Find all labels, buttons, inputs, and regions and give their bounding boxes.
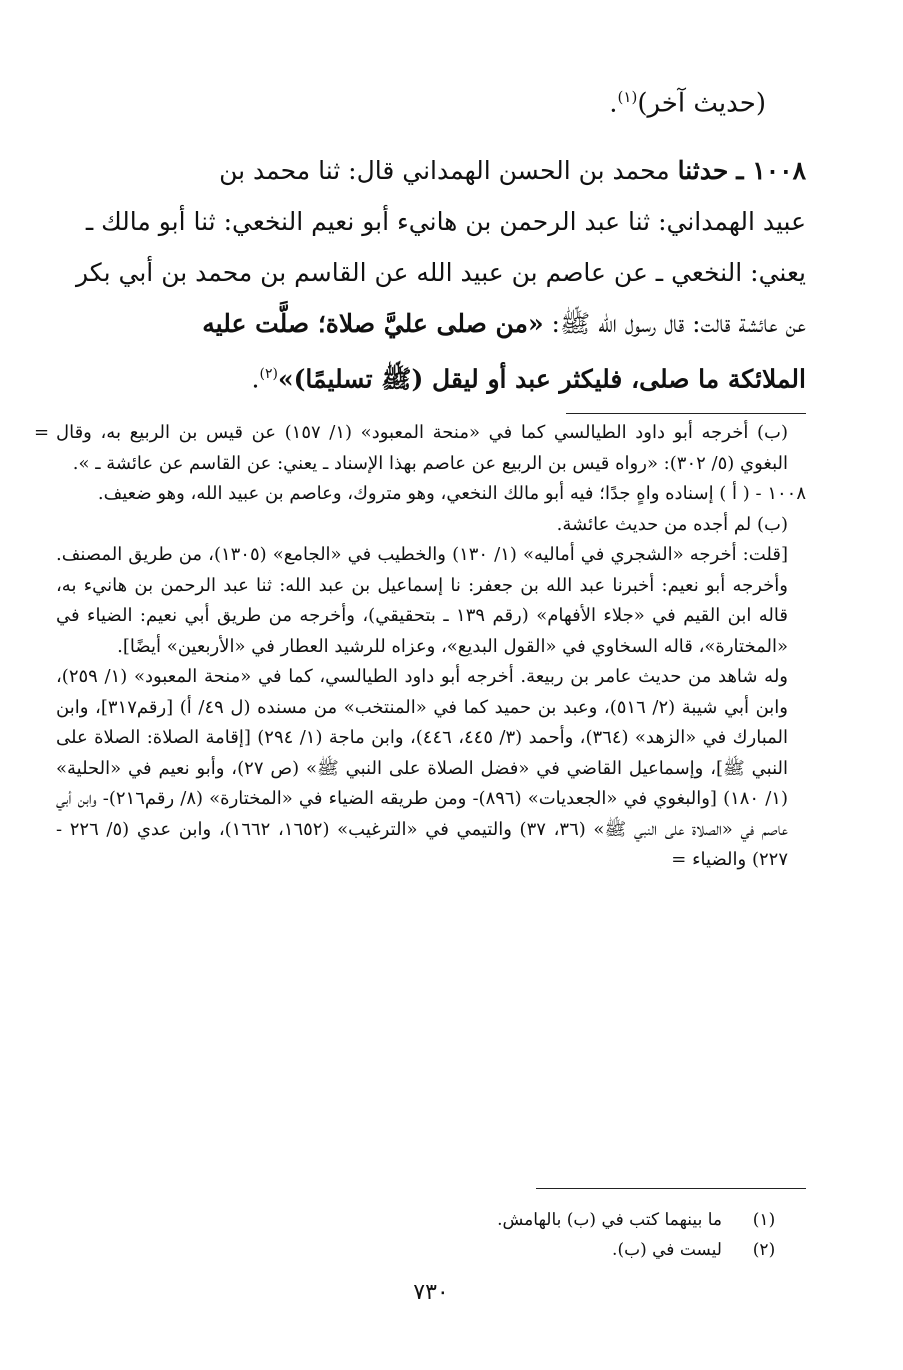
note-number: ١٠٠٨ -: [755, 483, 806, 504]
page-number: ٧٣٠: [413, 1280, 449, 1305]
main-line-4: [56, 298, 806, 349]
main-line-4-text: عن عائشة قالت: قال رسول الله ﷺ:: [551, 309, 806, 338]
note-shahid: وله شاهد من حديث عامر بن ربيعة. أخرجه أبو داود الطيالسي، كما في «منحة المعبود» (١/ ٢٥٩)، وابن أبي شيبة (٢/ ٥١٦)، وعبد بن حميد كما في «المنتخب» من مسنده (ل ٤٩/ أ) [رقم٣١٧]، وابن المبارك في «الزهد» (٣٦٤)، وأحمد (٣/ ٤٤٥، ٤٤٦)، وابن ماجة (١/ ٢٩٤) [إقامة الصلاة: الصلاة على النبي ﷺ]، وإسماعيل القاضي في «فضل الصلاة على النبي ﷺ» (ص ٢٧)، وأبو نعيم في «الحلية» (١/ ١٨٠) [والبغوي في «الجعديات» (٨٩٦)- ومن طريقه الضياء في «المختارة» (٨/ رقم٢١٦)- وابن أبي عاصم في «الصلاة على النبي ﷺ» (٣٦، ٣٧) والتيمي في «الترغيب» (١٦٥٢، ١٦٦٢)، وابن عدي (٥/ ٢٢٦ - ٢٢٧) والضياء =: [56, 666, 789, 870]
hadith-text: [56, 145, 806, 404]
book-page: [34, 60, 806, 1350]
main-end: .: [251, 364, 260, 394]
note-a-text: ( أ ) إسناده واهٍ جدًا؛ فيه أبو مالك النخعي، وهو متروك، وعاصم بن عبيد الله، وهو ضعيف.: [97, 483, 750, 504]
note-qult: [قلت: أخرجه «الشجري في أماليه» (١/ ١٣٠) والخطيب في «الجامع» (١٣٠٥)، من طريق المصنف. وأخرجه أبو نعيم: أخبرنا عبد الله بن جعفر: نا إسماعيل بن عبد الله: ثنا عبد الرحمن بن هانيء به، قاله ابن القيم في «جلاء الأفهام» (رقم ١٣٩ ـ بتحقيقي)، وأخرجه من طريق أبي نعيم: الضياء في «المختارة»، قاله السخاوي في «القول البديع»، وعزاه للرشيد العطار في «الأربعين» أيضًا].: [56, 544, 788, 657]
main-note-ref: (٢): [259, 366, 278, 382]
footnote-2: [56, 1235, 806, 1265]
note-b2: (ب) لم أجده من حديث عائشة.: [556, 513, 788, 535]
commentary: [34, 418, 806, 876]
hadith-quote-2: الملائكة ما صلى، فليكثر عبد أو ليقل (ﷺ تسليمًا)»: [277, 364, 806, 394]
footnote-2-text: ليست في (ب).: [612, 1240, 722, 1260]
main-line-3: يعني: النخعي ـ عن عاصم بن عبيد الله عن القاسم بن محمد بن أبي بكر: [76, 258, 806, 287]
footnotes: [56, 1205, 806, 1265]
hadith-number: ١٠٠٨ ـ: [736, 156, 806, 185]
main-line-1: [56, 145, 806, 196]
notes-divider: [566, 413, 806, 414]
heading-note-ref: (١): [617, 88, 638, 106]
footnote-2-number: (٢): [752, 1240, 776, 1260]
hadith-lead: حدثنا: [677, 156, 729, 185]
heading-text: (حديث آخر): [637, 88, 766, 119]
footnote-1-text: ما بينهما كتب في (ب) بالهامش.: [497, 1210, 722, 1230]
note-b1: [34, 418, 806, 479]
main-line-5: [56, 349, 806, 404]
hadith-quote-1: «من صلى عليَّ صلاة؛ صلَّت عليه: [202, 309, 544, 338]
heading-end: .: [609, 88, 618, 119]
note-b1-text: (ب) أخرجه أبو داود الطيالسي كما في «منحة المعبود» (١/ ١٥٧) عن قيس بن الربيع به، وقال البغوي (٥/ ٣٠٢): «رواه قيس بن الربيع عن عاصم بهذا الإسناد ـ يعني: عن القاسم عن عائشة ـ ».: [56, 422, 788, 474]
main-line-1-text: محمد بن الحسن الهمداني قال: ثنا محمد بن: [219, 156, 670, 185]
main-line-2: عبيد الهمداني: ثنا عبد الرحمن بن هانيء أبو نعيم النخعي: ثنا أبو مالك ـ: [85, 207, 806, 236]
footnote-1: [56, 1205, 806, 1235]
footnote-divider: [536, 1188, 806, 1189]
note-a: [56, 479, 806, 510]
continuation-marker: =: [34, 422, 50, 443]
footnote-1-number: (١): [752, 1210, 776, 1230]
section-heading: [609, 88, 766, 119]
